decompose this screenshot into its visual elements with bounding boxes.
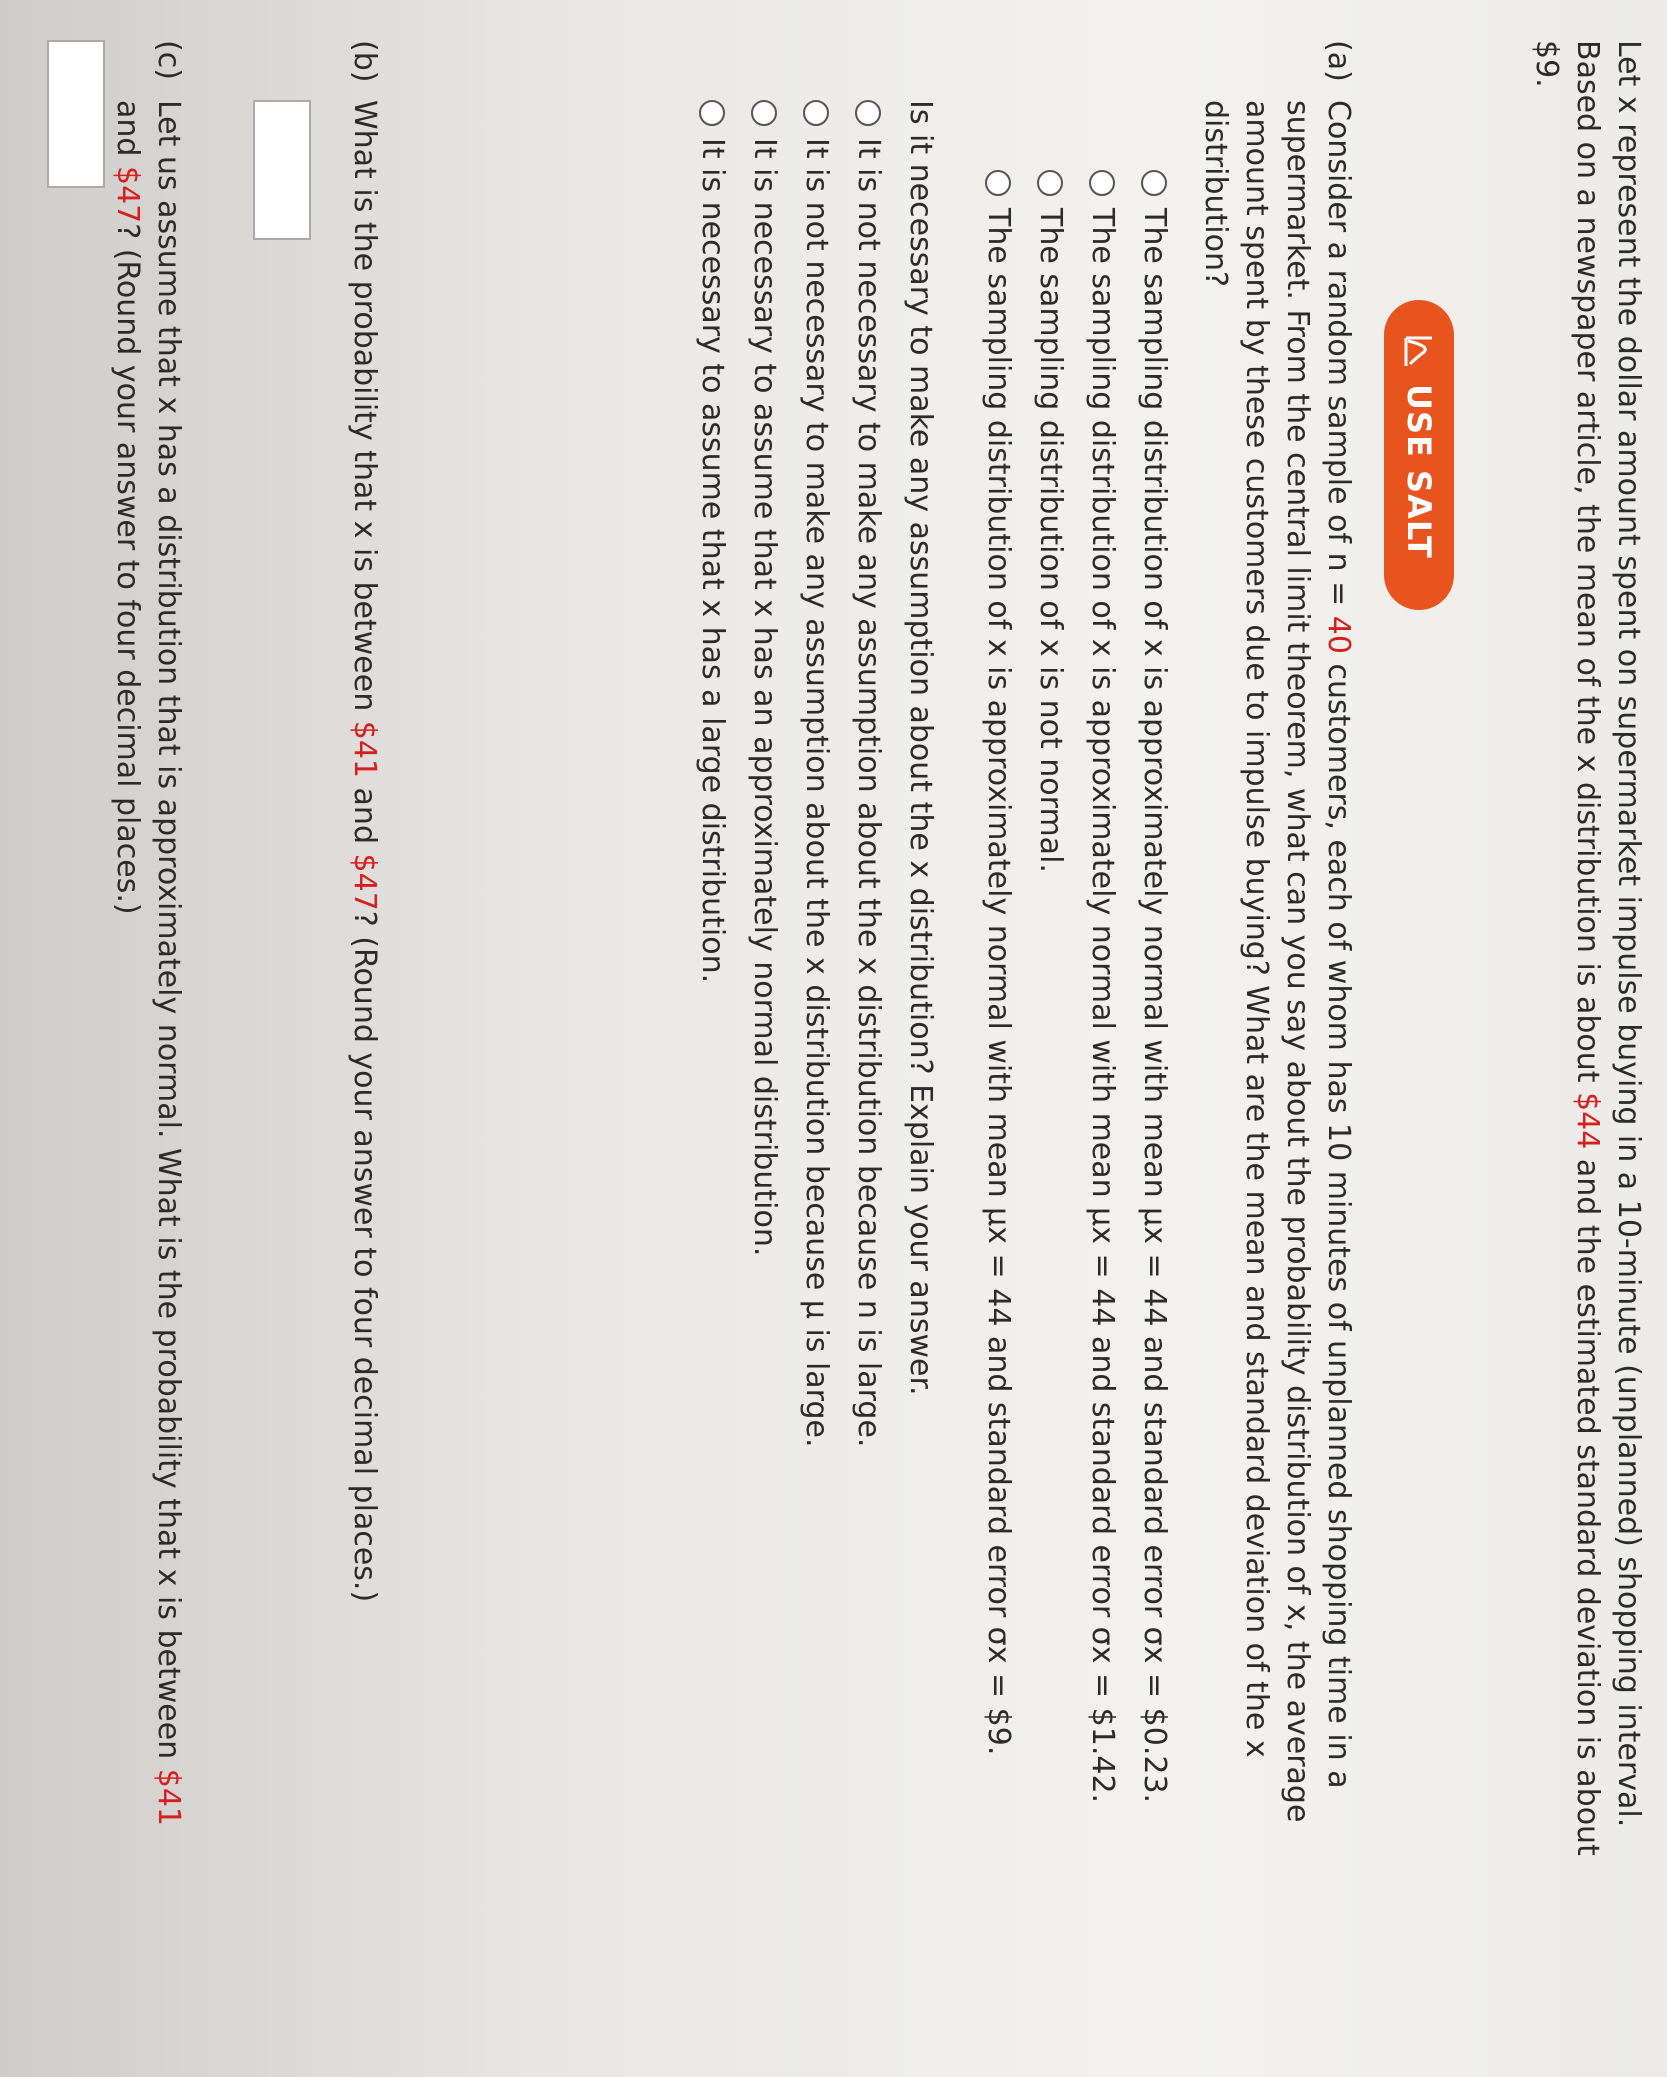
part-a-text: Consider a random sample of n =: [1321, 100, 1356, 616]
radio-button[interactable]: [804, 100, 830, 126]
part-b-high: $47: [347, 853, 382, 911]
salt-chart-icon: [1404, 336, 1434, 368]
part-b-text-3: ? (Round your answer to four decimal places.): [347, 910, 382, 1603]
radio-button[interactable]: [856, 100, 882, 126]
radio-button[interactable]: [1142, 170, 1168, 196]
part-c-high: $47: [110, 165, 145, 224]
option-b1[interactable]: [848, 100, 889, 1447]
option-label: It is not necessary to make any assumption about the x distribution because n is large.: [851, 138, 886, 1448]
part-c-answer-input[interactable]: [47, 40, 105, 188]
option-b2[interactable]: [796, 100, 837, 1448]
part-a-text-2: customers, each of whom has 10 minutes of unplanned shopping time in a: [1321, 653, 1356, 1789]
part-a-line-3: amount spent by these customers due to impulse buying? What are the mean and standard deviation of the x: [1239, 100, 1274, 1758]
part-c-question: [107, 100, 189, 2060]
option-label: It is not necessary to make any assumption about the x distribution because μ is large.: [799, 138, 834, 1448]
option-label: The sampling distribution of x is not normal.: [1033, 208, 1068, 873]
radio-button[interactable]: [1090, 170, 1116, 196]
option-label: It is necessary to assume that x has an approximately normal distribution.: [747, 138, 782, 1257]
radio-button[interactable]: [986, 170, 1012, 196]
n-value: 40: [1321, 615, 1356, 654]
use-salt-button[interactable]: [1384, 300, 1454, 610]
assumption-question: Is it necessary to make any assumption about the x distribution? Explain your answer.: [903, 100, 938, 1396]
option-a1[interactable]: [1134, 170, 1175, 1803]
option-label: The sampling distribution of x is approximately normal with mean μx = 44 and standard error σx = $9.: [981, 208, 1016, 1756]
intro-line-1: Let x represent the dollar amount spent on supermarket impulse buying in a 10-minute (unplanned) shopping interval.: [1611, 40, 1646, 1828]
part-c-text-3: ? (Round your answer to four decimal places.): [110, 223, 145, 915]
intro-text-2: and the estimated standard deviation is about: [1570, 1149, 1605, 1856]
use-salt-label: USE SALT: [1400, 384, 1438, 559]
part-c-label: (c): [151, 40, 186, 80]
option-a3[interactable]: [1030, 170, 1071, 873]
part-a-line-1: [1318, 100, 1359, 2050]
part-b-text-2: and: [347, 778, 382, 854]
problem-intro: [1526, 40, 1649, 2040]
option-a2[interactable]: [1082, 170, 1123, 1803]
intro-text: Based on a newspaper article, the mean of the x distribution is about: [1570, 40, 1605, 1093]
option-b4[interactable]: [692, 100, 733, 983]
radio-button[interactable]: [752, 100, 778, 126]
part-c-text: Let us assume that x has a distribution that is approximately normal. What is the probability that x is between: [151, 100, 186, 1769]
option-label: The sampling distribution of x is approximately normal with mean μx = 44 and standard error σx = $0.23.: [1137, 208, 1172, 1804]
part-c-line-1: [148, 100, 189, 2060]
part-c-low: $41: [151, 1768, 186, 1827]
radio-button[interactable]: [1038, 170, 1064, 196]
part-a-label: (a): [1321, 40, 1356, 82]
part-c-text-2: and: [110, 100, 145, 166]
sd-value: $9.: [1529, 40, 1564, 88]
part-b-label: (b): [347, 40, 382, 83]
option-label: It is necessary to assume that x has a large distribution.: [695, 138, 730, 984]
radio-button[interactable]: [700, 100, 726, 126]
option-b3[interactable]: [744, 100, 785, 1256]
intro-line-2: [1567, 40, 1608, 2040]
part-b-question: [344, 100, 385, 1602]
part-a-line-2: supermarket. From the central limit theorem, what can you say about the probability distribution of x, the average: [1280, 100, 1315, 1823]
part-c-line-2: [107, 100, 148, 2060]
part-b-low: $41: [347, 720, 382, 779]
option-a4[interactable]: [978, 170, 1019, 1755]
part-b-answer-input[interactable]: [253, 100, 311, 240]
part-a-question: [1195, 100, 1359, 2050]
option-label: The sampling distribution of x is approximately normal with mean μx = 44 and standard error σx = $1.42.: [1085, 208, 1120, 1804]
mean-value: $44: [1570, 1092, 1605, 1150]
part-b-text: What is the probability that x is between: [347, 100, 382, 721]
part-a-line-4: distribution?: [1198, 100, 1233, 287]
